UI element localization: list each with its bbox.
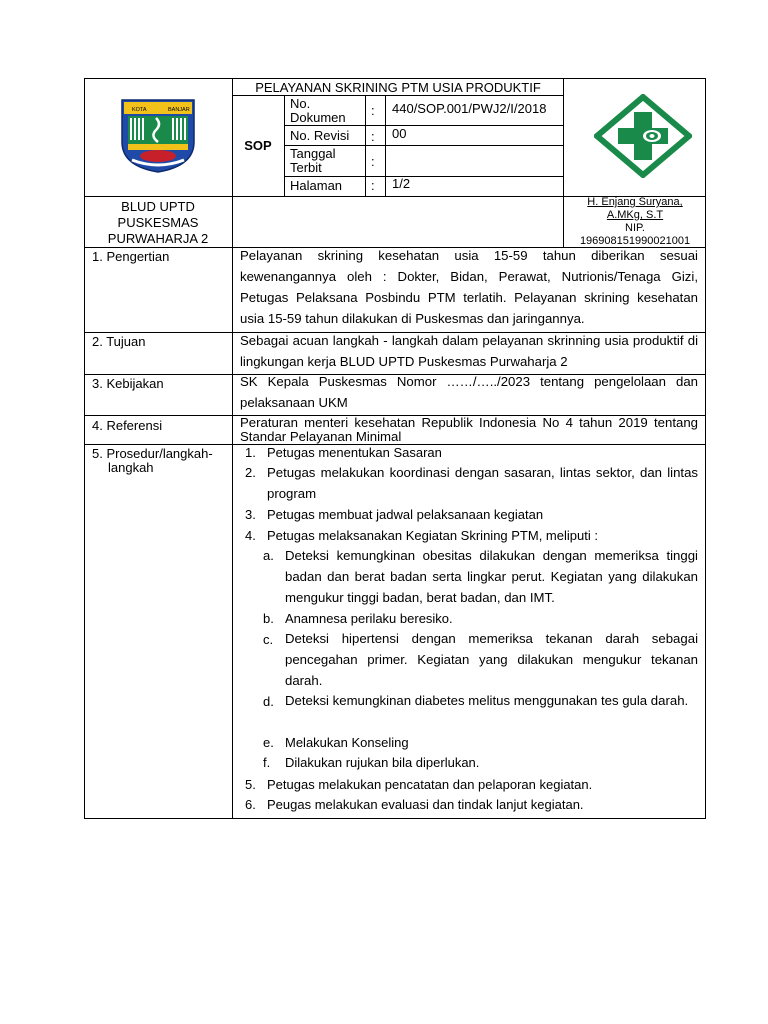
title-row-line bbox=[232, 95, 564, 96]
org-line-2: PUSKESMAS bbox=[117, 215, 199, 230]
label-prosedur-2: langkah bbox=[108, 460, 154, 475]
kota-banjar-logo bbox=[118, 96, 198, 174]
text-referensi: Peraturan menteri kesehatan Republik Indonesia No 4 tahun 2019 tentang Standar Pelayanan Minimal bbox=[240, 415, 698, 444]
step-text: Peugas melakukan evaluasi dan tindak lanjut kegiatan. bbox=[267, 797, 584, 812]
signatory-name-1: H. Enjang Suryana, bbox=[587, 196, 683, 208]
doc-no-label-1: No. bbox=[290, 96, 311, 111]
table-border-right bbox=[705, 78, 706, 819]
step-num: 5. bbox=[245, 777, 256, 792]
sop-label: SOP bbox=[244, 138, 272, 153]
substep-text: Deteksi kemungkinan diabetes melitus menggunakan tes gula darah. bbox=[285, 693, 689, 708]
step-num: 4. bbox=[245, 528, 256, 543]
substep-num: a. bbox=[263, 548, 274, 563]
revisi-value: 00 bbox=[392, 126, 407, 141]
row-line-3 bbox=[284, 176, 564, 177]
halaman-value: 1/2 bbox=[392, 176, 411, 191]
substep-num: e. bbox=[263, 735, 274, 750]
step-text: Petugas menentukan Sasaran bbox=[267, 445, 442, 460]
colon-col-divider bbox=[385, 95, 386, 197]
step-num: 1. bbox=[245, 445, 256, 460]
table-border-left bbox=[84, 78, 85, 819]
document-title: PELAYANAN SKRINING PTM USIA PRODUKTIF bbox=[255, 80, 541, 95]
substep-text: Dilakukan rujukan bila diperlukan. bbox=[285, 755, 480, 770]
text-kebijakan: SK Kepala Puskesmas Nomor ……/…../2023 tentang pengelolaan dan pelaksanaan UKM bbox=[240, 374, 698, 410]
substep-num: f. bbox=[263, 755, 271, 770]
step-text: Petugas melakukan koordinasi dengan sasaran, lintas sektor, dan lintas program bbox=[267, 465, 698, 501]
step-text: Petugas melaksanakan Kegiatan Skrining PTM, meliputi : bbox=[267, 528, 598, 543]
table-border-bottom bbox=[84, 818, 706, 819]
org-line-1: BLUD UPTD bbox=[121, 199, 195, 214]
colon-1: : bbox=[371, 103, 375, 118]
signatory-name-2: A.MKg, S.T bbox=[606, 209, 664, 221]
substep-text: Deteksi hipertensi dengan memeriksa tekanan darah sebagai pencegahan primer. Kegiatan yang dilakukan mengukur tekanan darah. bbox=[285, 631, 698, 688]
org-line-3: PURWAHARJA 2 bbox=[107, 231, 209, 246]
label-tujuan: 2. Tujuan bbox=[92, 334, 146, 349]
halaman-label: Halaman bbox=[290, 178, 343, 193]
substep-num: b. bbox=[263, 611, 274, 626]
label-col-divider bbox=[365, 95, 366, 197]
signatory-nip: 196908151990021001 bbox=[579, 235, 691, 247]
doc-no-label-2: Dokumen bbox=[290, 110, 346, 125]
colon-2: : bbox=[371, 129, 375, 144]
label-pengertian: 1. Pengertian bbox=[92, 249, 170, 264]
label-prosedur-1: 5. Prosedur/langkah- bbox=[92, 446, 213, 461]
tanggal-label-1: Tanggal bbox=[290, 146, 336, 161]
step-num: 3. bbox=[245, 507, 256, 522]
substep-text: Anamnesa perilaku beresiko. bbox=[285, 611, 453, 626]
step-text: Petugas melakukan pencatatan dan pelaporan kegiatan. bbox=[267, 777, 593, 792]
substep-num: d. bbox=[263, 694, 274, 709]
text-pengertian: Pelayanan skrining kesehatan usia 15-59 tahun diberikan sesuai kewenangannya oleh : Dokter, Bidan, Perawat, Nutrionis/Tenaga Gizi, Petugas Pelaksana Posbindu PTM terlatih. Pelayanan skrining kesehatan usia 15-59 tahun dilakukan di Puskesmas dan jaringannya. bbox=[240, 248, 698, 326]
text-tujuan: Sebagai acuan langkah - langkah dalam pelayanan skrinning usia produktif di lingkungan kerja BLUD UPTD Puskesmas Purwaharja 2 bbox=[240, 333, 698, 369]
label-kebijakan: 3. Kebijakan bbox=[92, 376, 164, 391]
table-border-top bbox=[84, 78, 706, 79]
logo-text-kota: KOTA bbox=[132, 107, 147, 113]
substep-num: c. bbox=[263, 632, 274, 647]
label-referensi: 4. Referensi bbox=[92, 418, 163, 433]
sop-col-divider bbox=[284, 95, 285, 197]
signatory-nip-label: NIP. bbox=[625, 222, 645, 234]
substep-text: Deteksi kemungkinan obesitas dilakukan dengan memeriksa tinggi badan dan berat badan serta lingkar perut. Kegiatan yang dilakukan mengukur tinggi badan, berat badan, dan IMT. bbox=[285, 548, 698, 605]
colon-3: : bbox=[371, 154, 375, 169]
colon-4: : bbox=[371, 178, 375, 193]
col-divider-main bbox=[232, 78, 233, 819]
row-line-1 bbox=[284, 125, 564, 126]
step-text: Petugas membuat jadwal pelaksanaan kegiatan bbox=[267, 507, 544, 522]
revisi-label: No. Revisi bbox=[290, 128, 350, 143]
step-num: 2. bbox=[245, 465, 256, 480]
doc-no-value: 440/SOP.001/PWJ2/I/2018 bbox=[392, 101, 547, 116]
puskesmas-logo bbox=[594, 94, 692, 178]
logo-text-banjar: BANJAR bbox=[168, 107, 190, 113]
step-num: 6. bbox=[245, 797, 256, 812]
substep-text: Melakukan Konseling bbox=[285, 735, 409, 750]
tanggal-label-2: Terbit bbox=[290, 160, 322, 175]
